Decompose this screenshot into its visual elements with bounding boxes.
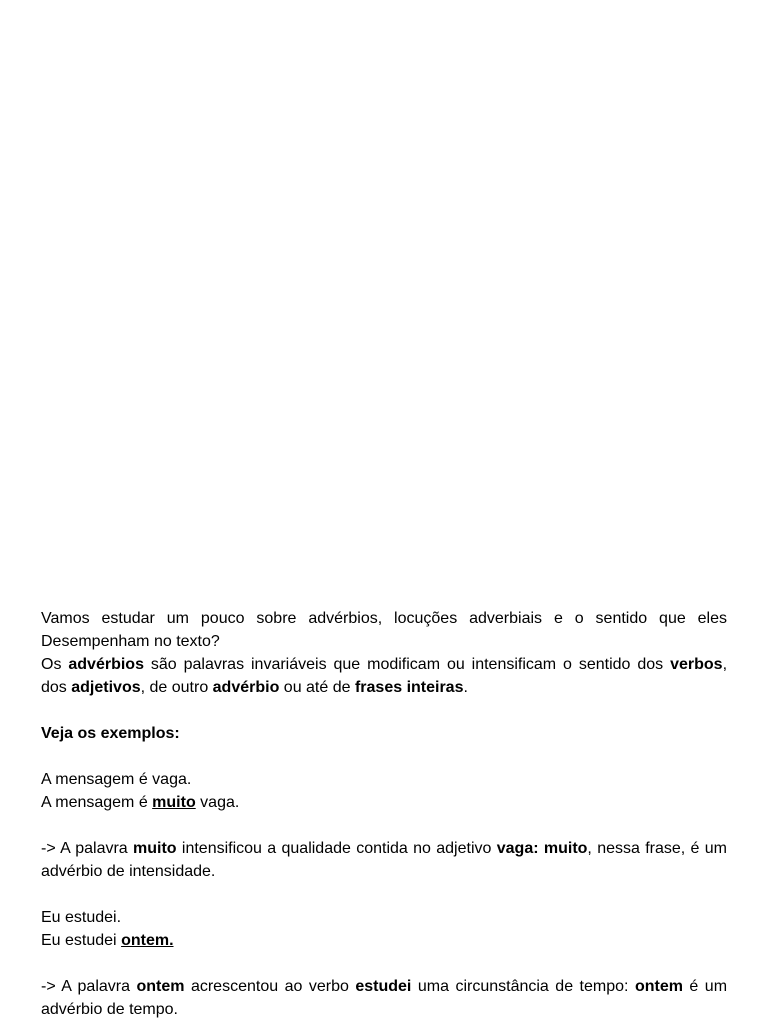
blank-line bbox=[41, 814, 727, 837]
term-verbos: verbos bbox=[670, 656, 723, 673]
blank-line bbox=[41, 883, 727, 906]
term-adjetivos: adjetivos bbox=[71, 679, 141, 696]
explanation-2-term-estudei: estudei bbox=[355, 978, 412, 995]
document-body bbox=[41, 607, 727, 1021]
definition-text: Os bbox=[41, 656, 69, 673]
explanation-1-text: , nessa frase, é um advérbio de intensidade. bbox=[41, 840, 728, 880]
explanation-2-text: acrescentou ao verbo bbox=[184, 978, 356, 995]
definition-text: ou até de bbox=[279, 679, 355, 696]
explanation-1-paragraph bbox=[41, 837, 727, 883]
intro-line-1: Vamos estudar um pouco sobre advérbios, locuções adverbiais e o sentido que eles bbox=[41, 610, 727, 627]
explanation-2-paragraph bbox=[41, 975, 727, 1021]
term-adverbios: advérbios bbox=[68, 656, 144, 673]
explanation-2-text: -> A palavra bbox=[41, 978, 137, 995]
term-adverbio: advérbio bbox=[212, 679, 280, 696]
example-2-highlight: ontem. bbox=[121, 932, 174, 949]
explanation-1-text: -> A palavra bbox=[41, 840, 134, 857]
example-2-prefix: Eu estudei bbox=[41, 932, 122, 949]
blank-line bbox=[41, 745, 727, 768]
definition-text: são palavras invariáveis que modificam ou intensificam o sentido dos bbox=[143, 656, 671, 673]
example-2-line-1: Eu estudei. bbox=[41, 909, 122, 926]
example-1-prefix: A mensagem é bbox=[41, 794, 153, 811]
intro-line-2: Desempenham no texto? bbox=[41, 633, 220, 650]
definition-text: , de outro bbox=[140, 679, 213, 696]
definition-text: . bbox=[463, 679, 468, 696]
examples-heading-text: Veja os exemplos: bbox=[41, 725, 180, 742]
blank-line bbox=[41, 699, 727, 722]
explanation-2-term-ontem: ontem bbox=[634, 978, 683, 995]
explanation-2-text: uma circunstância de tempo: bbox=[411, 978, 635, 995]
definition-text: , dos bbox=[41, 656, 728, 696]
explanation-1-text: intensificou a qualidade contida no adjetivo bbox=[176, 840, 497, 857]
examples-heading bbox=[41, 722, 727, 745]
blank-line bbox=[41, 952, 727, 975]
term-frases-inteiras: frases inteiras bbox=[354, 679, 464, 696]
definition-paragraph bbox=[41, 653, 727, 699]
explanation-1-term-vaga-muito: vaga: muito bbox=[496, 840, 588, 857]
example-1-highlight: muito bbox=[152, 794, 196, 811]
explanation-2-term-ontem: ontem bbox=[136, 978, 185, 995]
example-1-line-2 bbox=[41, 791, 727, 814]
explanation-1-term-muito: muito bbox=[133, 840, 177, 857]
intro-paragraph bbox=[41, 607, 727, 653]
explanation-2-text: é um advérbio de tempo. bbox=[41, 978, 728, 1018]
example-2-line-2 bbox=[41, 929, 727, 952]
example-1-suffix: vaga. bbox=[195, 794, 240, 811]
example-1-line-1: A mensagem é vaga. bbox=[41, 771, 192, 788]
